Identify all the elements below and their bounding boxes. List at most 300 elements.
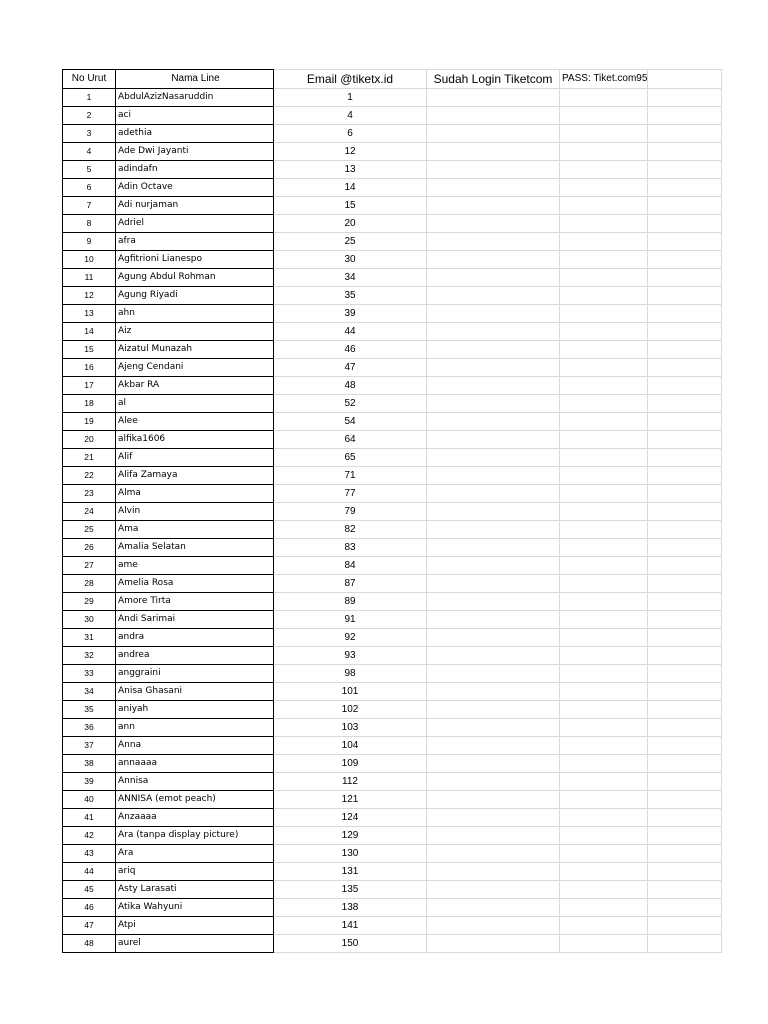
row-login-cell[interactable] xyxy=(427,647,560,665)
row-login-cell[interactable] xyxy=(427,287,560,305)
row-login-cell[interactable] xyxy=(427,341,560,359)
empty-cell[interactable] xyxy=(648,665,722,683)
row-login-cell[interactable] xyxy=(427,431,560,449)
empty-cell[interactable] xyxy=(648,107,722,125)
row-email-cell[interactable]: 15 xyxy=(274,197,427,215)
row-login-cell[interactable] xyxy=(427,521,560,539)
empty-cell[interactable] xyxy=(648,755,722,773)
row-pass-cell[interactable] xyxy=(560,503,648,521)
empty-cell[interactable] xyxy=(648,161,722,179)
empty-cell[interactable] xyxy=(648,539,722,557)
row-login-cell[interactable] xyxy=(427,395,560,413)
empty-cell[interactable] xyxy=(648,719,722,737)
row-email-cell[interactable]: 103 xyxy=(274,719,427,737)
row-email-cell[interactable]: 79 xyxy=(274,503,427,521)
row-email-cell[interactable]: 48 xyxy=(274,377,427,395)
row-number-cell[interactable]: 12 xyxy=(63,287,116,305)
row-number-cell[interactable]: 17 xyxy=(63,377,116,395)
row-name-cell[interactable]: Anisa Ghasani xyxy=(116,683,274,701)
row-login-cell[interactable] xyxy=(427,683,560,701)
table-row xyxy=(63,845,722,863)
row-pass-cell[interactable] xyxy=(560,647,648,665)
row-login-cell[interactable] xyxy=(427,791,560,809)
row-email-cell[interactable]: 54 xyxy=(274,413,427,431)
row-pass-cell[interactable] xyxy=(560,251,648,269)
row-number-cell[interactable]: 7 xyxy=(63,197,116,215)
row-login-cell[interactable] xyxy=(427,719,560,737)
row-email-cell[interactable]: 135 xyxy=(274,881,427,899)
row-number-cell[interactable]: 27 xyxy=(63,557,116,575)
header-pass[interactable]: PASS: Tiket.com95 xyxy=(560,70,648,89)
row-name-cell[interactable]: ariq xyxy=(116,863,274,881)
row-login-cell[interactable] xyxy=(427,845,560,863)
row-email-cell[interactable]: 102 xyxy=(274,701,427,719)
empty-cell[interactable] xyxy=(648,791,722,809)
row-name-cell[interactable]: Anna xyxy=(116,737,274,755)
empty-cell[interactable] xyxy=(648,629,722,647)
row-name-cell[interactable]: Agfitrioni Lianespo xyxy=(116,251,274,269)
row-email-cell[interactable]: 121 xyxy=(274,791,427,809)
row-pass-cell[interactable] xyxy=(560,233,648,251)
row-name-cell[interactable]: Alee xyxy=(116,413,274,431)
row-number-cell[interactable]: 24 xyxy=(63,503,116,521)
row-name-cell[interactable]: AbdulAzizNasaruddin xyxy=(116,89,274,107)
row-pass-cell[interactable] xyxy=(560,935,648,953)
row-login-cell[interactable] xyxy=(427,575,560,593)
empty-cell[interactable] xyxy=(648,827,722,845)
row-pass-cell[interactable] xyxy=(560,431,648,449)
row-login-cell[interactable] xyxy=(427,899,560,917)
empty-cell[interactable] xyxy=(648,359,722,377)
row-name-cell[interactable]: Akbar RA xyxy=(116,377,274,395)
row-email-cell[interactable]: 20 xyxy=(274,215,427,233)
row-pass-cell[interactable] xyxy=(560,611,648,629)
empty-cell[interactable] xyxy=(648,863,722,881)
row-email-cell[interactable]: 25 xyxy=(274,233,427,251)
empty-cell[interactable] xyxy=(648,593,722,611)
row-name-cell[interactable]: Amelia Rosa xyxy=(116,575,274,593)
row-name-cell[interactable]: afra xyxy=(116,233,274,251)
empty-cell[interactable] xyxy=(648,647,722,665)
row-number-cell[interactable]: 40 xyxy=(63,791,116,809)
row-name-cell[interactable]: Anzaaaa xyxy=(116,809,274,827)
row-login-cell[interactable] xyxy=(427,215,560,233)
empty-cell[interactable] xyxy=(648,575,722,593)
empty-cell[interactable] xyxy=(648,521,722,539)
row-email-cell[interactable]: 44 xyxy=(274,323,427,341)
table-row xyxy=(63,485,722,503)
row-name-cell[interactable]: Atika Wahyuni xyxy=(116,899,274,917)
row-name-cell[interactable]: Adin Octave xyxy=(116,179,274,197)
row-name-cell[interactable]: Aiz xyxy=(116,323,274,341)
row-name-cell[interactable]: andrea xyxy=(116,647,274,665)
row-pass-cell[interactable] xyxy=(560,791,648,809)
row-name-cell[interactable]: Adi nurjaman xyxy=(116,197,274,215)
empty-cell[interactable] xyxy=(648,413,722,431)
empty-cell[interactable] xyxy=(648,341,722,359)
row-pass-cell[interactable] xyxy=(560,341,648,359)
row-name-cell[interactable]: al xyxy=(116,395,274,413)
row-login-cell[interactable] xyxy=(427,233,560,251)
row-email-cell[interactable]: 30 xyxy=(274,251,427,269)
row-email-cell[interactable]: 83 xyxy=(274,539,427,557)
row-pass-cell[interactable] xyxy=(560,377,648,395)
empty-cell[interactable] xyxy=(648,773,722,791)
row-pass-cell[interactable] xyxy=(560,521,648,539)
row-name-cell[interactable]: Adriel xyxy=(116,215,274,233)
row-login-cell[interactable] xyxy=(427,935,560,953)
row-login-cell[interactable] xyxy=(427,323,560,341)
header-no-urut[interactable]: No Urut xyxy=(63,70,116,89)
row-login-cell[interactable] xyxy=(427,737,560,755)
row-pass-cell[interactable] xyxy=(560,575,648,593)
row-email-cell[interactable]: 87 xyxy=(274,575,427,593)
row-email-cell[interactable]: 101 xyxy=(274,683,427,701)
row-name-cell[interactable]: Asty Larasati xyxy=(116,881,274,899)
row-number-cell[interactable]: 14 xyxy=(63,323,116,341)
empty-cell[interactable] xyxy=(648,701,722,719)
empty-cell[interactable] xyxy=(648,503,722,521)
row-number-cell[interactable]: 22 xyxy=(63,467,116,485)
row-email-cell[interactable]: 47 xyxy=(274,359,427,377)
row-name-cell[interactable]: ANNISA (emot peach) xyxy=(116,791,274,809)
table-row xyxy=(63,557,722,575)
row-name-cell[interactable]: adethia xyxy=(116,125,274,143)
row-number-cell[interactable]: 21 xyxy=(63,449,116,467)
empty-cell[interactable] xyxy=(648,179,722,197)
row-number-cell[interactable]: 11 xyxy=(63,269,116,287)
row-number-cell[interactable]: 31 xyxy=(63,629,116,647)
row-login-cell[interactable] xyxy=(427,539,560,557)
row-name-cell[interactable]: Amore Tirta xyxy=(116,593,274,611)
row-email-cell[interactable]: 84 xyxy=(274,557,427,575)
row-pass-cell[interactable] xyxy=(560,737,648,755)
row-number-cell[interactable]: 38 xyxy=(63,755,116,773)
row-number-cell[interactable]: 6 xyxy=(63,179,116,197)
row-number-cell[interactable]: 35 xyxy=(63,701,116,719)
row-number-cell[interactable]: 29 xyxy=(63,593,116,611)
empty-cell[interactable] xyxy=(648,899,722,917)
row-pass-cell[interactable] xyxy=(560,593,648,611)
row-number-cell[interactable]: 18 xyxy=(63,395,116,413)
table-row xyxy=(63,737,722,755)
row-login-cell[interactable] xyxy=(427,611,560,629)
row-pass-cell[interactable] xyxy=(560,305,648,323)
row-number-cell[interactable]: 48 xyxy=(63,935,116,953)
empty-cell[interactable] xyxy=(648,269,722,287)
row-pass-cell[interactable] xyxy=(560,323,648,341)
row-pass-cell[interactable] xyxy=(560,629,648,647)
row-pass-cell[interactable] xyxy=(560,809,648,827)
row-name-cell[interactable]: Andi Sarimai xyxy=(116,611,274,629)
row-login-cell[interactable] xyxy=(427,467,560,485)
table-row xyxy=(63,809,722,827)
row-email-cell[interactable]: 52 xyxy=(274,395,427,413)
row-login-cell[interactable] xyxy=(427,143,560,161)
row-pass-cell[interactable] xyxy=(560,179,648,197)
row-login-cell[interactable] xyxy=(427,503,560,521)
row-number-cell[interactable]: 37 xyxy=(63,737,116,755)
row-pass-cell[interactable] xyxy=(560,107,648,125)
row-login-cell[interactable] xyxy=(427,881,560,899)
row-name-cell[interactable]: Alifa Zamaya xyxy=(116,467,274,485)
empty-cell[interactable] xyxy=(648,251,722,269)
row-login-cell[interactable] xyxy=(427,161,560,179)
row-pass-cell[interactable] xyxy=(560,197,648,215)
row-login-cell[interactable] xyxy=(427,269,560,287)
row-pass-cell[interactable] xyxy=(560,143,648,161)
empty-cell[interactable] xyxy=(648,215,722,233)
row-email-cell[interactable]: 131 xyxy=(274,863,427,881)
row-pass-cell[interactable] xyxy=(560,269,648,287)
empty-cell[interactable] xyxy=(648,395,722,413)
row-name-cell[interactable]: Alma xyxy=(116,485,274,503)
row-name-cell[interactable]: Agung Riyadi xyxy=(116,287,274,305)
row-email-cell[interactable]: 46 xyxy=(274,341,427,359)
row-number-cell[interactable]: 28 xyxy=(63,575,116,593)
row-email-cell[interactable]: 35 xyxy=(274,287,427,305)
empty-cell[interactable] xyxy=(648,485,722,503)
row-name-cell[interactable]: Alif xyxy=(116,449,274,467)
row-email-cell[interactable]: 71 xyxy=(274,467,427,485)
row-login-cell[interactable] xyxy=(427,557,560,575)
row-pass-cell[interactable] xyxy=(560,881,648,899)
row-email-cell[interactable]: 91 xyxy=(274,611,427,629)
row-login-cell[interactable] xyxy=(427,701,560,719)
row-login-cell[interactable] xyxy=(427,305,560,323)
empty-cell[interactable] xyxy=(648,845,722,863)
row-login-cell[interactable] xyxy=(427,107,560,125)
empty-cell[interactable] xyxy=(648,449,722,467)
row-pass-cell[interactable] xyxy=(560,449,648,467)
row-name-cell[interactable]: anggraini xyxy=(116,665,274,683)
row-login-cell[interactable] xyxy=(427,593,560,611)
row-email-cell[interactable]: 65 xyxy=(274,449,427,467)
row-name-cell[interactable]: Ajeng Cendani xyxy=(116,359,274,377)
row-login-cell[interactable] xyxy=(427,809,560,827)
row-name-cell[interactable]: ahn xyxy=(116,305,274,323)
row-name-cell[interactable]: adindafn xyxy=(116,161,274,179)
row-name-cell[interactable]: Ade Dwi Jayanti xyxy=(116,143,274,161)
row-pass-cell[interactable] xyxy=(560,827,648,845)
header-sudah-login[interactable]: Sudah Login Tiketcom xyxy=(427,70,560,89)
row-name-cell[interactable]: Atpi xyxy=(116,917,274,935)
row-pass-cell[interactable] xyxy=(560,89,648,107)
row-name-cell[interactable]: aci xyxy=(116,107,274,125)
row-number-cell[interactable]: 42 xyxy=(63,827,116,845)
row-name-cell[interactable]: Ara (tanpa display picture) xyxy=(116,827,274,845)
row-number-cell[interactable]: 25 xyxy=(63,521,116,539)
row-email-cell[interactable]: 77 xyxy=(274,485,427,503)
row-number-cell[interactable]: 34 xyxy=(63,683,116,701)
row-name-cell[interactable]: Alvin xyxy=(116,503,274,521)
row-number-cell[interactable]: 36 xyxy=(63,719,116,737)
row-pass-cell[interactable] xyxy=(560,215,648,233)
empty-cell[interactable] xyxy=(648,70,722,89)
row-number-cell[interactable]: 1 xyxy=(63,89,116,107)
row-login-cell[interactable] xyxy=(427,125,560,143)
empty-cell[interactable] xyxy=(648,287,722,305)
row-email-cell[interactable]: 6 xyxy=(274,125,427,143)
row-email-cell[interactable]: 64 xyxy=(274,431,427,449)
row-number-cell[interactable]: 26 xyxy=(63,539,116,557)
row-email-cell[interactable]: 1 xyxy=(274,89,427,107)
row-pass-cell[interactable] xyxy=(560,845,648,863)
empty-cell[interactable] xyxy=(648,431,722,449)
empty-cell[interactable] xyxy=(648,125,722,143)
row-login-cell[interactable] xyxy=(427,755,560,773)
row-number-cell[interactable]: 39 xyxy=(63,773,116,791)
row-pass-cell[interactable] xyxy=(560,287,648,305)
row-pass-cell[interactable] xyxy=(560,359,648,377)
row-email-cell[interactable]: 82 xyxy=(274,521,427,539)
empty-cell[interactable] xyxy=(648,683,722,701)
header-email[interactable]: Email @tiketx.id xyxy=(274,70,427,89)
empty-cell[interactable] xyxy=(648,935,722,953)
empty-cell[interactable] xyxy=(648,233,722,251)
row-login-cell[interactable] xyxy=(427,251,560,269)
row-name-cell[interactable]: Agung Abdul Rohman xyxy=(116,269,274,287)
row-pass-cell[interactable] xyxy=(560,719,648,737)
row-login-cell[interactable] xyxy=(427,827,560,845)
row-name-cell[interactable]: Amalia Selatan xyxy=(116,539,274,557)
row-name-cell[interactable]: aniyah xyxy=(116,701,274,719)
empty-cell[interactable] xyxy=(648,917,722,935)
row-number-cell[interactable]: 32 xyxy=(63,647,116,665)
row-pass-cell[interactable] xyxy=(560,701,648,719)
row-email-cell[interactable]: 138 xyxy=(274,899,427,917)
row-email-cell[interactable]: 109 xyxy=(274,755,427,773)
row-login-cell[interactable] xyxy=(427,629,560,647)
empty-cell[interactable] xyxy=(648,557,722,575)
row-login-cell[interactable] xyxy=(427,179,560,197)
row-login-cell[interactable] xyxy=(427,449,560,467)
row-email-cell[interactable]: 89 xyxy=(274,593,427,611)
row-email-cell[interactable]: 13 xyxy=(274,161,427,179)
row-email-cell[interactable]: 129 xyxy=(274,827,427,845)
row-login-cell[interactable] xyxy=(427,773,560,791)
row-email-cell[interactable]: 4 xyxy=(274,107,427,125)
row-name-cell[interactable]: ame xyxy=(116,557,274,575)
row-number-cell[interactable]: 2 xyxy=(63,107,116,125)
row-pass-cell[interactable] xyxy=(560,899,648,917)
row-name-cell[interactable]: andra xyxy=(116,629,274,647)
empty-cell[interactable] xyxy=(648,467,722,485)
row-number-cell[interactable]: 5 xyxy=(63,161,116,179)
row-name-cell[interactable]: ann xyxy=(116,719,274,737)
row-number-cell[interactable]: 15 xyxy=(63,341,116,359)
row-name-cell[interactable]: Ama xyxy=(116,521,274,539)
row-pass-cell[interactable] xyxy=(560,485,648,503)
empty-cell[interactable] xyxy=(648,89,722,107)
row-pass-cell[interactable] xyxy=(560,557,648,575)
row-name-cell[interactable]: annaaaa xyxy=(116,755,274,773)
row-number-cell[interactable]: 20 xyxy=(63,431,116,449)
row-number-cell[interactable]: 3 xyxy=(63,125,116,143)
row-login-cell[interactable] xyxy=(427,89,560,107)
row-name-cell[interactable]: alfika1606 xyxy=(116,431,274,449)
empty-cell[interactable] xyxy=(648,611,722,629)
row-name-cell[interactable]: aurel xyxy=(116,935,274,953)
row-login-cell[interactable] xyxy=(427,359,560,377)
row-email-cell[interactable]: 98 xyxy=(274,665,427,683)
row-number-cell[interactable]: 46 xyxy=(63,899,116,917)
row-login-cell[interactable] xyxy=(427,197,560,215)
row-number-cell[interactable]: 16 xyxy=(63,359,116,377)
row-number-cell[interactable]: 44 xyxy=(63,863,116,881)
row-email-cell[interactable]: 93 xyxy=(274,647,427,665)
empty-cell[interactable] xyxy=(648,323,722,341)
row-number-cell[interactable]: 10 xyxy=(63,251,116,269)
row-number-cell[interactable]: 4 xyxy=(63,143,116,161)
row-number-cell[interactable]: 33 xyxy=(63,665,116,683)
row-pass-cell[interactable] xyxy=(560,413,648,431)
row-pass-cell[interactable] xyxy=(560,665,648,683)
row-pass-cell[interactable] xyxy=(560,755,648,773)
row-number-cell[interactable]: 43 xyxy=(63,845,116,863)
row-login-cell[interactable] xyxy=(427,917,560,935)
row-email-cell[interactable]: 112 xyxy=(274,773,427,791)
row-name-cell[interactable]: Aizatul Munazah xyxy=(116,341,274,359)
row-number-cell[interactable]: 19 xyxy=(63,413,116,431)
row-name-cell[interactable]: Ara xyxy=(116,845,274,863)
row-pass-cell[interactable] xyxy=(560,161,648,179)
row-pass-cell[interactable] xyxy=(560,683,648,701)
row-pass-cell[interactable] xyxy=(560,863,648,881)
row-email-cell[interactable]: 92 xyxy=(274,629,427,647)
empty-cell[interactable] xyxy=(648,197,722,215)
row-login-cell[interactable] xyxy=(427,863,560,881)
row-email-cell[interactable]: 124 xyxy=(274,809,427,827)
row-number-cell[interactable]: 30 xyxy=(63,611,116,629)
row-email-cell[interactable]: 39 xyxy=(274,305,427,323)
empty-cell[interactable] xyxy=(648,881,722,899)
table-row xyxy=(63,575,722,593)
row-email-cell[interactable]: 130 xyxy=(274,845,427,863)
empty-cell[interactable] xyxy=(648,305,722,323)
header-nama-line[interactable]: Nama Line xyxy=(116,70,274,89)
row-login-cell[interactable] xyxy=(427,485,560,503)
row-login-cell[interactable] xyxy=(427,377,560,395)
row-email-cell[interactable]: 12 xyxy=(274,143,427,161)
empty-cell[interactable] xyxy=(648,143,722,161)
row-login-cell[interactable] xyxy=(427,665,560,683)
row-email-cell[interactable]: 150 xyxy=(274,935,427,953)
row-name-cell[interactable]: Annisa xyxy=(116,773,274,791)
row-pass-cell[interactable] xyxy=(560,467,648,485)
empty-cell[interactable] xyxy=(648,809,722,827)
row-pass-cell[interactable] xyxy=(560,539,648,557)
row-number-cell[interactable]: 47 xyxy=(63,917,116,935)
row-number-cell[interactable]: 23 xyxy=(63,485,116,503)
empty-cell[interactable] xyxy=(648,377,722,395)
row-pass-cell[interactable] xyxy=(560,125,648,143)
row-number-cell[interactable]: 41 xyxy=(63,809,116,827)
row-pass-cell[interactable] xyxy=(560,395,648,413)
empty-cell[interactable] xyxy=(648,737,722,755)
row-number-cell[interactable]: 45 xyxy=(63,881,116,899)
row-number-cell[interactable]: 9 xyxy=(63,233,116,251)
row-pass-cell[interactable] xyxy=(560,773,648,791)
row-number-cell[interactable]: 13 xyxy=(63,305,116,323)
row-email-cell[interactable]: 104 xyxy=(274,737,427,755)
row-pass-cell[interactable] xyxy=(560,917,648,935)
row-email-cell[interactable]: 34 xyxy=(274,269,427,287)
row-number-cell[interactable]: 8 xyxy=(63,215,116,233)
row-email-cell[interactable]: 141 xyxy=(274,917,427,935)
row-email-cell[interactable]: 14 xyxy=(274,179,427,197)
row-login-cell[interactable] xyxy=(427,413,560,431)
